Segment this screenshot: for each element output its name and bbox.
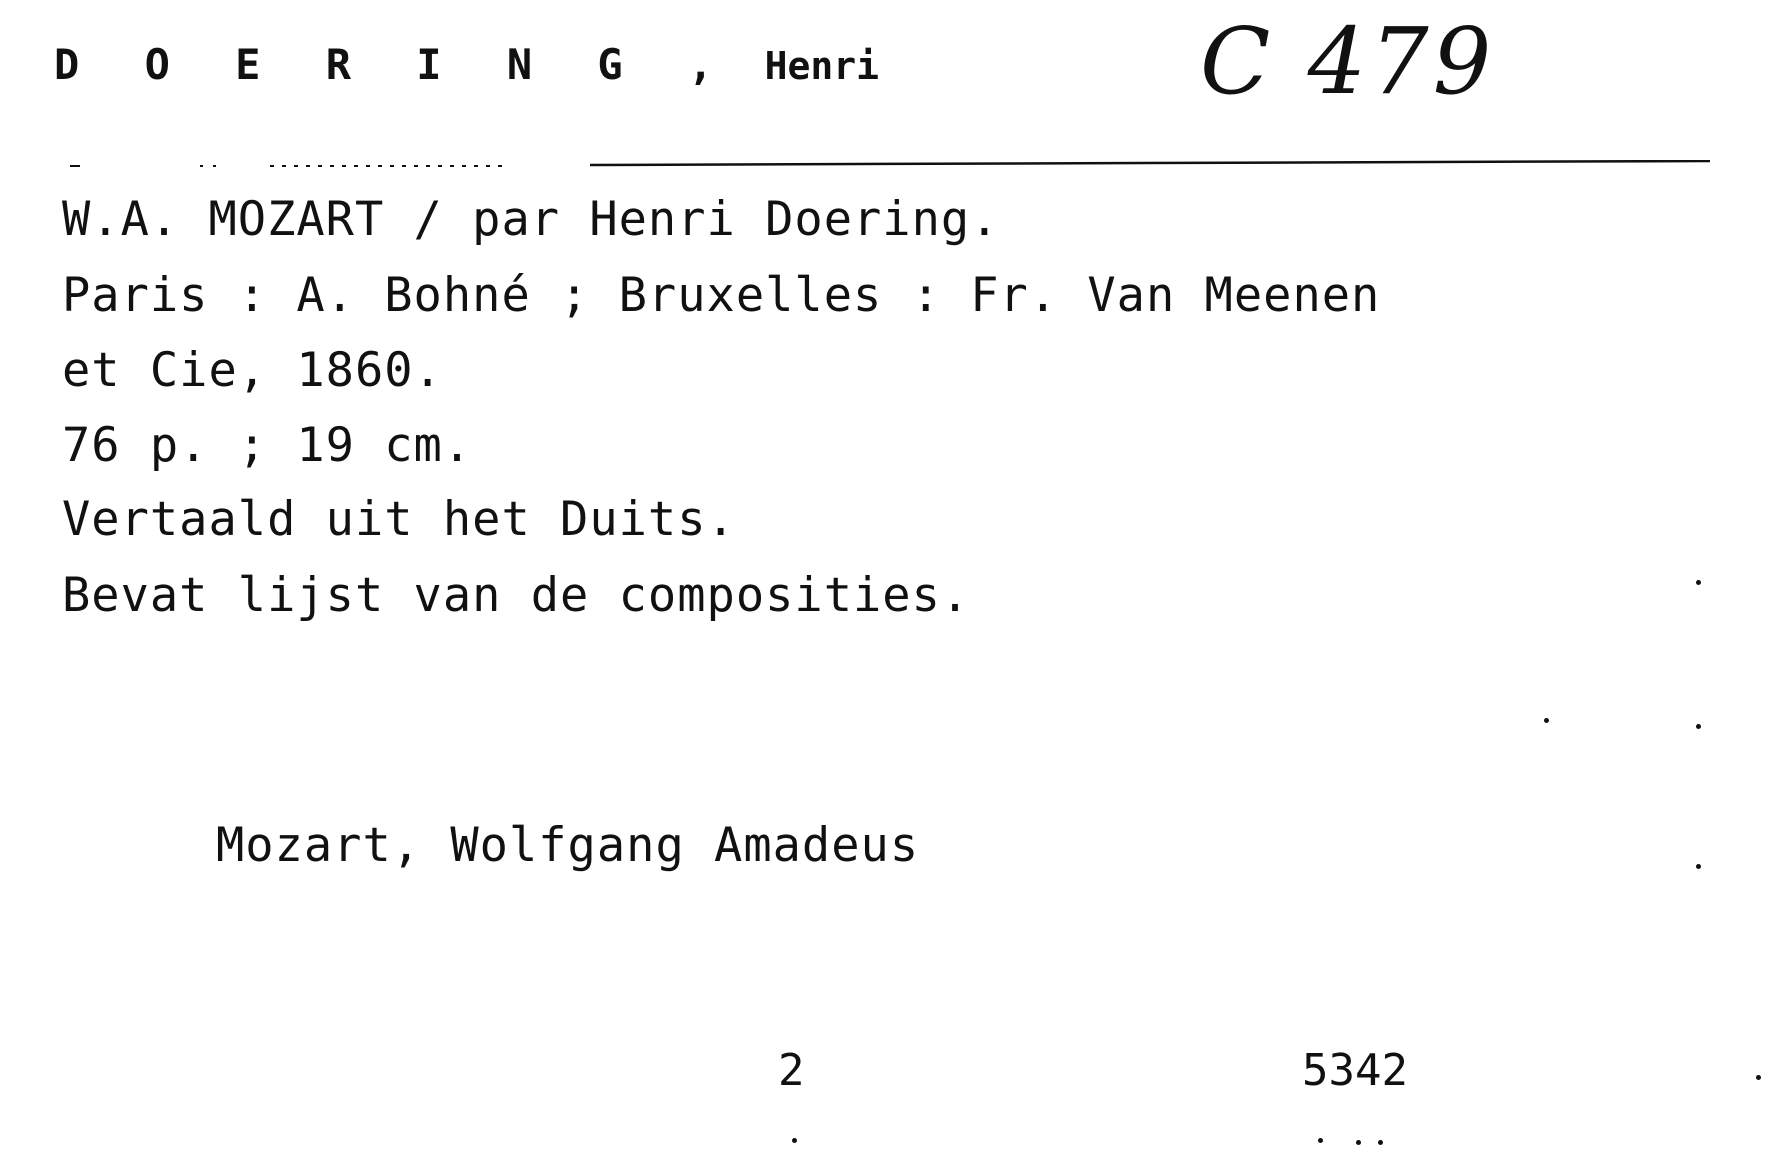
speck [1378, 1140, 1383, 1145]
author-heading [54, 40, 879, 89]
speck [1756, 1075, 1761, 1080]
speck [1356, 1140, 1361, 1145]
speck [1696, 724, 1701, 729]
speck [1318, 1138, 1323, 1143]
note-translation: Vertaald uit het Duits. [62, 492, 736, 547]
subject-heading: Mozart, Wolfgang Amadeus [216, 818, 920, 873]
imprint-line-1: Paris : A. Bohné ; Bruxelles : Fr. Van Meenen [62, 268, 1381, 323]
note-contents: Bevat lijst van de composities. [62, 568, 971, 623]
speck [1696, 580, 1701, 585]
speck [1544, 718, 1549, 723]
card-number: 2 [778, 1045, 805, 1096]
speck [1696, 864, 1701, 869]
author-given-name: Henri [764, 44, 879, 88]
imprint-line-2: et Cie, 1860. [62, 343, 443, 398]
accession-number: 5342 [1302, 1045, 1408, 1096]
call-number: C 479 [1200, 8, 1496, 115]
divider-rule [70, 160, 1710, 168]
collation-line: 76 p. ; 19 cm. [62, 418, 473, 473]
author-surname: D O E R I N G , [54, 40, 734, 89]
title-statement: W.A. MOZART / par Henri Doering. [62, 192, 1000, 247]
speck [792, 1138, 797, 1143]
